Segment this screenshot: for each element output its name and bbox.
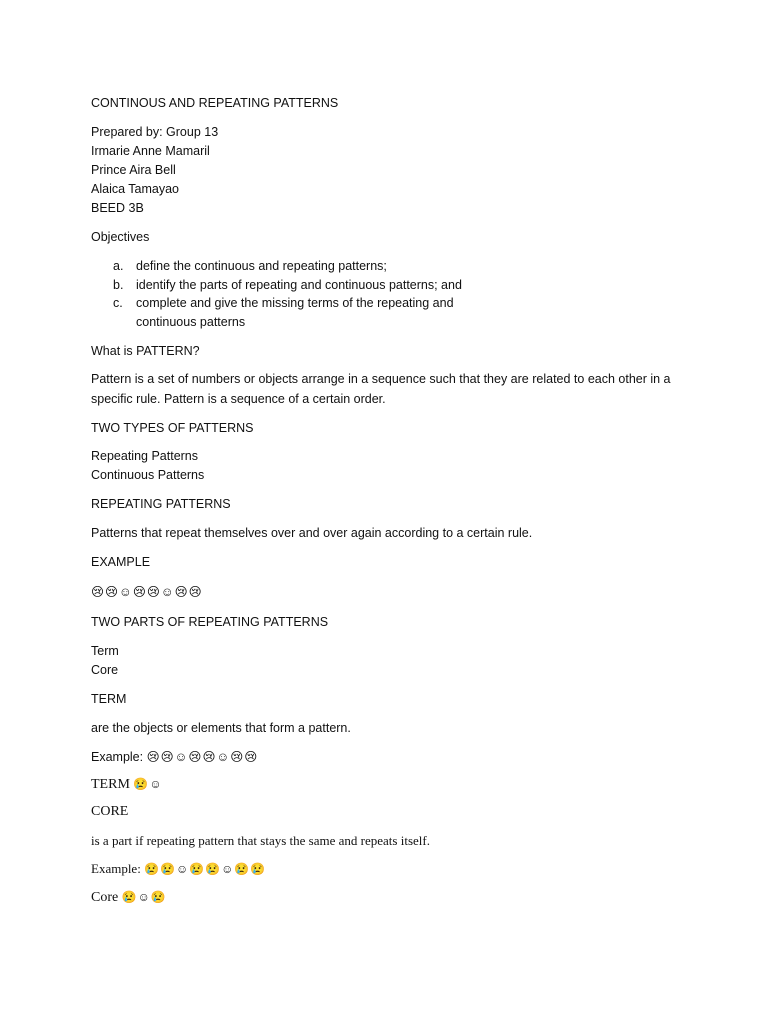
document-title: CONTINOUS AND REPEATING PATTERNS — [91, 96, 339, 110]
core-heading: CORE — [91, 804, 129, 819]
member-name: Irmarie Anne Mamaril — [91, 144, 210, 158]
core-definition: is a part if repeating pattern that stays the same and repeats itself. — [91, 833, 430, 848]
objective-label: b. — [113, 278, 124, 292]
objective-text: complete and give the missing terms of the repeating and — [136, 296, 454, 310]
objective-label: c. — [113, 296, 123, 310]
repeating-definition: Patterns that repeat themselves over and over again according to a certain rule. — [91, 526, 533, 540]
pattern-definition: specific rule. Pattern is a sequence of a certain order. — [91, 392, 386, 406]
term-example-label: Example: — [91, 750, 144, 764]
type-continuous: Continuous Patterns — [91, 468, 205, 482]
term-line-icons: 😢☺ — [133, 777, 163, 791]
objective-text: identify the parts of repeating and continuous patterns; and — [136, 278, 462, 292]
core-line-icons: 😢☺😢 — [121, 890, 167, 904]
objective-label: a. — [113, 259, 124, 273]
objectives-heading: Objectives — [91, 230, 150, 244]
section-label: BEED 3B — [91, 201, 144, 215]
example-pattern-icons: 😢😢☺😢😢☺😢😢 — [91, 585, 203, 599]
term-example — [91, 749, 258, 765]
two-parts-heading: TWO PARTS OF REPEATING PATTERNS — [91, 615, 329, 629]
term-line — [91, 776, 163, 793]
objective-continuation: continuous patterns — [136, 315, 246, 329]
two-types-heading: TWO TYPES OF PATTERNS — [91, 421, 254, 435]
term-definition: are the objects or elements that form a pattern. — [91, 721, 351, 735]
term-line-label: TERM — [91, 777, 130, 792]
repeating-heading: REPEATING PATTERNS — [91, 497, 231, 511]
part-term: Term — [91, 644, 119, 658]
example-heading: EXAMPLE — [91, 555, 151, 569]
objective-item — [113, 295, 613, 311]
objective-text: define the continuous and repeating patterns; — [136, 259, 387, 273]
term-example-icons: 😢😢☺😢😢☺😢😢 — [146, 750, 259, 764]
term-heading: TERM — [91, 692, 127, 706]
member-name: Prince Aira Bell — [91, 163, 176, 177]
prepared-by: Prepared by: Group 13 — [91, 125, 219, 139]
core-example-label: Example: — [91, 861, 141, 876]
core-example-icons: 😢😢☺😢😢☺😢😢 — [144, 862, 267, 876]
pattern-definition: Pattern is a set of numbers or objects arrange in a sequence such that they are related to each other in a — [91, 372, 671, 386]
core-line — [91, 889, 167, 906]
core-example — [91, 861, 266, 877]
what-is-pattern-heading: What is PATTERN? — [91, 344, 200, 358]
objective-item — [113, 258, 613, 274]
type-repeating: Repeating Patterns — [91, 449, 199, 463]
objective-item — [113, 277, 613, 293]
core-line-label: Core — [91, 890, 119, 905]
part-core: Core — [91, 663, 119, 677]
member-name: Alaica Tamayao — [91, 182, 180, 196]
